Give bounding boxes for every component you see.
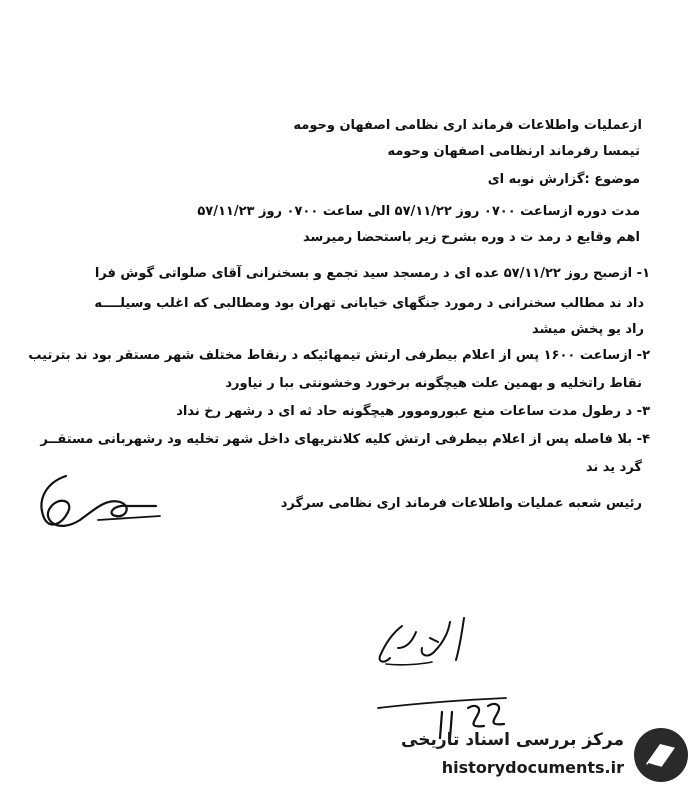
item-2-line-1: ۲- ازساعت ۱۶۰۰ پس از اعلام بیطرفی ارتش تیمهائیکه د رنقاط مختلف شهر مستقر بود ند بترتیب — [28, 348, 650, 363]
watermark-title: مرکز بررسی اسناد تاریخی — [401, 730, 624, 750]
watermark-url[interactable]: historydocuments.ir — [441, 758, 624, 777]
item-3-line-1: ۳- د رطول مدت ساعات منع عبوروموور هیچگونه حاد ثه ای د رشهر رخ نداد — [176, 404, 650, 419]
item-1-line-1: ۱- ازصبح روز ۵۷/۱۱/۲۲ عده ای د رمسجد سید تجمع و بسخنرانی آقای صلواتی گوش فرا — [94, 266, 650, 281]
header-to: تیمسا رفرماند ارنظامی اصفهان وحومه — [387, 144, 640, 159]
item-1-line-3: راد یو پخش میشد — [532, 322, 644, 337]
book-emblem-icon — [632, 726, 690, 784]
header-intro: اهم وقایع د رمد ت د وره بشرح زیر باستحضا رمیرسد — [303, 230, 640, 245]
item-4-line-1: ۴- بلا فاصله پس از اعلام بیطرفی ارتش کلیه کلانتریهای داخل شهر تخلیه ود رشهربانی مستقــر — [40, 432, 650, 447]
item-1-line-2: داد ند مطالب سخنرانی د رمورد جنگهای خیابانی تهران بود ومطالبی که اغلب وسیلــــه — [94, 296, 644, 311]
header-subject: موضوع :گزارش نوبه ای — [487, 172, 640, 187]
signature-title: رئیس شعبه عملیات واطلاعات فرماند اری نظامی سرگرد — [280, 496, 642, 511]
item-2-line-2: نقاط راتخلیه و بهمین علت هیچگونه برخورد وخشونتی ببا ر نیاورد — [225, 376, 642, 391]
handwritten-note-icon — [372, 612, 472, 672]
signature-scribble-icon — [28, 468, 168, 538]
header-from: ازعملیات واطلاعات فرماند اری نظامی اصفهان وحومه — [293, 118, 642, 133]
watermark — [400, 724, 690, 786]
header-period: مدت دوره ازساعت ۰۷۰۰ روز ۵۷/۱۱/۲۲ الی ساعت ۰۷۰۰ روز ۵۷/۱۱/۲۳ — [197, 204, 640, 219]
item-4-line-2: گرد ید ند — [585, 460, 642, 475]
